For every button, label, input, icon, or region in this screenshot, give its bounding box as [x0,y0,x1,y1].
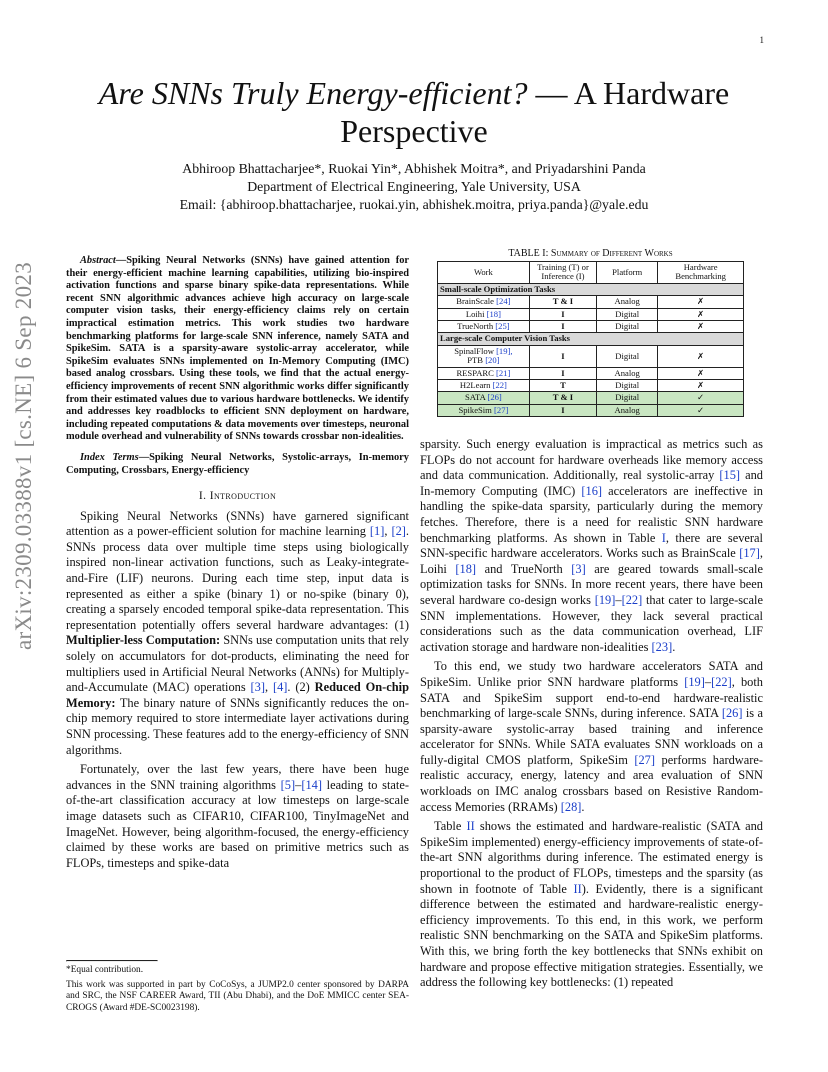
platform-cell: Analog [597,367,658,379]
summary-table-block [437,248,744,417]
ti-cell: I [529,404,596,416]
citation-link[interactable]: [19] [684,674,705,689]
ti-cell: I [529,308,596,320]
work-name: H2Learn [459,380,491,391]
ti-cell: T & I [529,296,596,308]
table-row [438,296,744,308]
index-terms-text: —Spiking Neural Networks, Systolic-arrays, In-memory Computing, Crossbars, Energy-efficiency [66,451,409,476]
text-run: . [581,799,585,814]
citation-link[interactable]: [16] [581,483,603,498]
text-run: – [615,592,622,607]
work-cell [438,367,530,379]
text-run: sparsity. Such energy evaluation is impractical as metrics such as FLOPs do not account for hardware overheads like memory access and data communication. Additionally, real systolic-array [420,437,763,483]
hb-cell: ✗ [658,296,744,308]
author-list: Abhiroop Bhattacharjee*, Ruokai Yin*, Abhishek Moitra*, and Priyadarshini Panda [182,161,646,176]
text-run: are geared towards small-scale optimization tasks for SNNs. In more recent years, there have been several hardware co-design works [420,561,764,607]
citation-link[interactable]: [21] [496,367,511,378]
right-column [420,437,763,995]
author-emails: Email: {abhiroop.bhattacharjee, ruokai.yin, abhishek.moitra, priya.panda}@yale.edu [179,197,649,212]
work-name: TrueNorth [457,321,494,332]
text-run: leading to state-of-the-art classification accuracy at low timesteps on large-scale image datasets such as CIFAR10, CIFAR100, TinyImageNet and ImageNet. However, being algorithm-focused, the energy-efficiency claimed by these works are based on primitive metrics such as FLOPs, timesteps and spike-data [66,777,410,870]
abstract-text: —Spiking Neural Networks (SNNs) have gained attention for their energy-efficient machine learning capabilities, utilizing bio-inspired activation functions and sparse binary spike-data representations. While recent SNN algorithmic advances achieve high accuracy on large-scale computer vision tasks, their energy-efficiency claims rely on certain impractical estimation metrics. This work studies two hardware benchmarking platforms for large-scale SNN inference, namely SATA and SpikeSim. SATA is a sparsity-aware systolic-array accelerator, while SpikeSim evaluates SNNs implemented on In-Memory Computing (IMC) based analog crossbars. Using these tools, we find that the actual energy-efficiency improvements of recent SNN algorithmic works differ significantly from their estimated values due to various hardware bottlenecks. We identify and addresses key roadblocks to efficient SNN deployment on hardware, including repeated computations & data movements over timesteps, neuronal module overhead and vulnerability of SNNs towards crossbar non-idealities. [66,255,409,443]
work-cell [438,308,530,320]
work-name: Loihi [465,308,485,319]
text-run: , [264,680,273,695]
text-run: To this end, we study two hardware accelerators SATA and SpikeSim. Unlike prior SNN hardware platforms [420,659,763,689]
work-name: BrainScale [456,296,494,307]
header-cell: Training (T) or Inference (I) [529,262,596,284]
ti-cell: T & I [529,392,596,404]
text-run: Table [434,819,467,834]
affiliation: Department of Electrical Engineering, Yale University, USA [247,179,581,194]
table-row-highlighted [438,404,744,416]
right-paragraph-1 [420,437,763,655]
page-number: 1 [759,35,764,45]
text-run: ). Evidently, there is a significant difference between the estimated and hardware-realistic energy-efficiency improvements. To this end, in this work, we perform realistic SNN benchmarking on the SATA and SpikeSim platforms. With this, we bring forth the key bottlenecks that SNNs exhibit on hardware and propose effective mitigation strategies. Essentially, we address the following key bottlenecks: (1) repeated [420,881,763,990]
work-cell [438,404,530,416]
citation-link[interactable]: [27] [634,752,656,767]
table-caption: TABLE I: Summary of Different Works [508,248,673,259]
table-group-row [438,333,744,345]
footnotes [66,960,409,1014]
abstract [66,255,409,444]
citation-link[interactable]: [3] [571,561,586,576]
text-run: , both SATA and SpikeSim support end-to-end hardware-realistic benchmarking of large-scale SNNs, during inference. SATA [420,674,763,721]
intro-paragraph-2 [66,762,409,871]
footnote-rule [66,960,158,962]
platform-cell: Digital [597,392,658,404]
group-label: Small-scale Optimization Tasks [438,283,744,295]
work-name: PTB [467,355,484,366]
citation-link[interactable]: [25] [495,321,510,332]
work-name: SpinalFlow [454,345,494,356]
text-run: , Loihi [420,546,763,576]
work-cell [438,321,530,333]
text-run: – [295,777,302,792]
text-run: The binary nature of SNNs significantly reduces the on-chip memory required to store intermediate layer activations during SNN processing. These features add to the energy-efficiency of SNN algorithms. [66,695,409,757]
table-row [438,380,744,392]
abstract-lead: Abstract [80,255,116,266]
text-run: Fortunately, over the last few years, there have been huge advances in the SNN training algorithms [66,762,409,792]
platform-cell: Analog [597,296,658,308]
header-cell: Work [438,262,530,284]
table-row [438,367,744,379]
citation-link[interactable]: [15] [719,468,741,483]
citation-link[interactable]: [3] [250,680,265,695]
title-italic: Are SNNs Truly Energy-efficient? [98,75,528,111]
work-name: SpikeSim [458,404,492,415]
table-group-row [438,283,744,295]
citation-link[interactable]: [22] [621,592,643,607]
platform-cell: Digital [597,345,658,367]
citation-link[interactable]: [20] [485,355,500,366]
platform-cell: Digital [597,321,658,333]
text-run: Spiking Neural Networks (SNNs) have garnered significant attention as a power-efficient solution for machine learning [66,508,409,539]
citation-link[interactable]: [28] [560,799,582,814]
ti-cell: I [529,321,596,333]
citation-link[interactable]: [14] [301,777,322,792]
work-cell [438,380,530,392]
bold-term: Multiplier-less Computation: [66,633,221,648]
hb-cell: ✓ [658,404,744,416]
work-cell [438,392,530,404]
table-row [438,308,744,320]
table-reference-link[interactable]: II [466,819,475,834]
footnote-funding: This work was supported in part by CoCoSys, a JUMP2.0 center sponsored by DARPA and SRC, the NSF CAREER Award, TII (Abu Dhabi), and the DoE MMICC center SEA-CROGS (Award #DE-SC0023198). [66,979,409,1013]
summary-table [437,261,744,417]
work-cell [438,296,530,308]
text-run: shows the estimated and hardware-realistic (SATA and SpikeSim implemented) energy-efficiency improvements of state-of-the-art SNN algorithms during inference. The estimated energy is proportional to the product of FLOPs, timesteps and the sparsity (as shown in footnote of Table [420,819,763,896]
text-run: accelerators are ineffective in handling the spike-data sparsity, particularly during the memory fetches. Therefore, there is a need for realistic SNN hardware benchmarking platforms. As shown in Table [420,483,763,545]
citation-link[interactable]: [4] [272,680,288,695]
citation-link[interactable]: [19], [496,345,513,356]
index-terms [66,452,409,477]
table-row [438,345,744,367]
citation-link[interactable]: [26] [487,392,502,403]
citation-link[interactable]: [24] [496,296,511,307]
text-run: SNNs use computation units that rely solely on accumulators for dot-products, eliminating the need for multipliers used in Artificial Neural Networks (ANNs) for Multiply-and-Accumulate (MAC) operations [66,633,409,695]
text-run: is a sparsity-aware systolic-array based training and inference accelerator for SNNs. While SATA evaluates SNN workloads on a fully-digital CMOS platform, SpikeSim [420,706,763,767]
table-row [438,321,744,333]
header-cell: Platform [597,262,658,284]
group-label: Large-scale Computer Vision Tasks [438,333,744,345]
hb-cell: ✗ [658,380,744,392]
header-cell: Hardware Benchmarking [658,262,744,284]
title-rest: — A Hardware Perspective [340,75,730,149]
text-run: . (2) [287,680,315,695]
citation-link[interactable]: [22] [711,674,732,689]
citation-link[interactable]: [17] [739,546,760,561]
work-cell [438,345,530,367]
citation-link[interactable]: [18] [455,561,477,576]
citation-link[interactable]: [18] [486,308,501,319]
citation-link[interactable]: [5] [280,777,296,792]
ti-cell: T [529,380,596,392]
text-run: and TrueNorth [476,561,572,576]
platform-cell: Digital [597,308,658,320]
platform-cell: Digital [597,380,658,392]
left-column [66,255,409,875]
hb-cell: ✗ [658,345,744,367]
intro-paragraph-1 [66,509,409,759]
hb-cell: ✓ [658,392,744,404]
text-run: . [672,639,676,654]
hb-cell: ✗ [658,308,744,320]
citation-link[interactable]: [26] [721,706,743,721]
hb-cell: ✗ [658,321,744,333]
citation-link[interactable]: [23] [651,639,673,654]
citation-link[interactable]: [1] [369,524,385,539]
index-terms-lead: Index Terms [80,451,139,463]
text-run: that cater to large-scale SNN implementations. However, they lack several practical considerations such as the data communication overhead, LIF activation storage and hardware non-idealities [420,592,763,654]
citation-link[interactable]: [2] [391,524,406,539]
text-run: , there are several SNN-specific hardware accelerators. Works such as BrainScale [420,530,763,561]
table-reference-link[interactable]: II [573,881,582,896]
table-header-row [438,262,744,284]
citation-link[interactable]: [22] [492,380,507,391]
bold-term: Reduced On-chip Memory: [66,680,409,710]
ti-cell: I [529,345,596,367]
paper-title [66,74,762,150]
table-reference-link[interactable]: I [661,530,666,545]
text-run: and In-memory Computing (IMC) [420,468,763,498]
text-run: performs hardware-realistic accuracy, energy, latency and area evaluation of SNN workloads on IMC analog crossbars based on Resistive Random-access Memories (RRAMs) [420,752,763,814]
right-paragraph-3 [420,819,763,991]
text-run: , [384,524,392,539]
work-name: RESPARC [456,367,494,378]
section-heading-introduction: I. Introduction [198,489,277,503]
table-row-highlighted [438,392,744,404]
citation-link[interactable]: [27] [494,404,509,415]
right-paragraph-2 [420,659,763,815]
platform-cell: Analog [597,404,658,416]
arxiv-stamp: arXiv:2309.03388v1 [cs.NE] 6 Sep 2023 [11,262,36,650]
work-name: SATA [464,392,486,403]
hb-cell: ✗ [658,367,744,379]
text-run: – [704,674,712,689]
text-run: . SNNs process data over multiple time steps using biologically inspired non-linear activation functions, such as Leaky-integrate-and-Fire (LIF) neurons. During each time step, input data is represented as either a spike (binary 1) or no-spike (binary 0), creating a sparsely encoded temporal spike-data representation. This representation potentially offers several hardware advantages: (1) [66,524,410,632]
ti-cell: I [529,367,596,379]
citation-link[interactable]: [19] [594,592,616,607]
footnote-equal-contribution: *Equal contribution. [66,965,144,975]
